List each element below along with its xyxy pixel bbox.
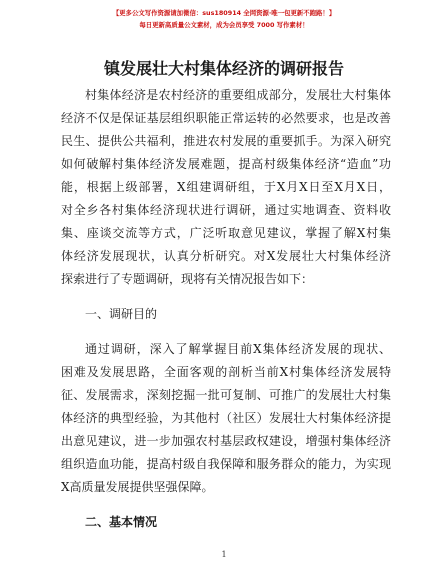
promo-banner-line-1: 【更多公文写作资源请加微信：sus180914 全网资源·唯一包更新不跑路！】 xyxy=(112,9,336,17)
paragraph-line: 组织造血功能，提高村级自我保障和服务群众的能力，为实现 xyxy=(61,457,391,471)
paragraph-line: 经济不仅是保证基层组织职能正常运转的必然要求，也是改善 xyxy=(61,111,391,125)
paragraph-line: 对全乡各村集体经济现状进行调研，通过实地调查、资料收 xyxy=(61,203,391,217)
promo-banner-line-2: 每日更新高质量公文素材，成为会员享受 7000 写作素材！ xyxy=(139,21,309,29)
paragraph-line: 困难及发展思路，全面客观的剖析当前X村集体经济发展特 xyxy=(61,365,391,379)
page-number: 1 xyxy=(221,550,227,559)
paragraph-line: 出意见建议，进一步加强农村基层政权建设，增强村集体经济 xyxy=(61,434,391,448)
paragraph-purpose xyxy=(61,338,391,499)
paragraph-line: 通过调研，深入了解掌握目前X集体经济发展的现状、 xyxy=(85,342,391,356)
document-title: 镇发展壮大村集体经济的调研报告 xyxy=(103,59,344,78)
section-heading-purpose: 一、调研目的 xyxy=(85,307,158,321)
paragraph-line: 民生、提供公共福利，推进农村发展的重要抓手。为深入研究 xyxy=(61,134,391,148)
paragraph-line: 体经济发展现状，认真分析研究。对X发展壮大村集体经济 xyxy=(61,249,391,263)
paragraph-line: 体经济的典型经验，为其他村（社区）发展壮大村集体经济提 xyxy=(61,411,391,425)
paragraph-line: 征、发展需求，深刻挖掘一批可复制、可推广的发展壮大村集 xyxy=(61,388,391,402)
paragraph-line: X高质量发展提供坚强保障。 xyxy=(61,480,214,494)
paragraph-line: 如何破解村集体经济发展难题，提高村级集体经济“造血”功 xyxy=(61,157,391,171)
paragraph-line: 村集体经济是农村经济的重要组成部分，发展壮大村集体 xyxy=(85,88,391,102)
document-body xyxy=(61,84,391,534)
paragraph-line: 集、座谈交流等方式，广泛听取意见建议，掌握了解X村集 xyxy=(61,226,391,240)
paragraph-line: 探索进行了专题调研，现将有关情况报告如下： xyxy=(61,272,314,286)
section-heading-basic-info: 二、基本情况 xyxy=(85,515,158,529)
paragraph-intro xyxy=(61,84,391,291)
paragraph-line: 能，根据上级部署，X组建调研组，于X月X日至X月X日， xyxy=(61,180,391,194)
